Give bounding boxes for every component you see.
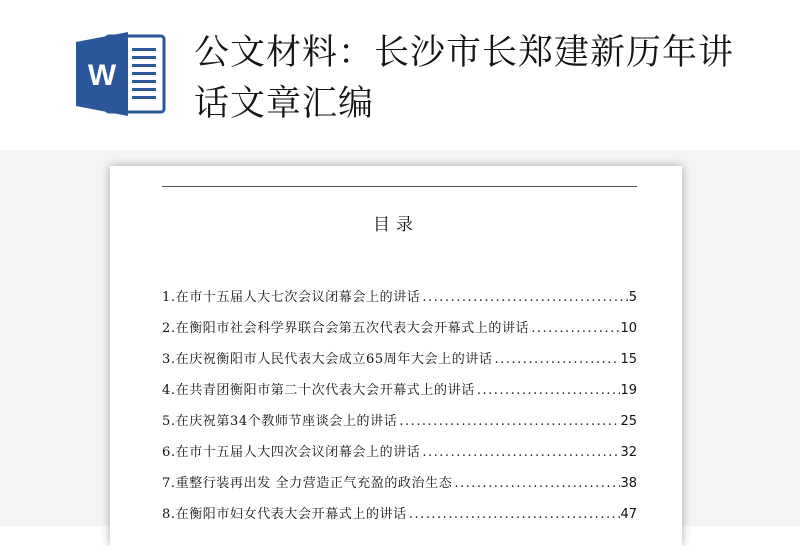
toc-item[interactable]: [162, 336, 637, 367]
toc-item-page: 38: [620, 476, 637, 491]
toc-leader: [420, 445, 620, 460]
toc-item-page: 47: [620, 507, 637, 522]
toc-item-title: 3.在庆祝衡阳市人民代表大会成立65周年大会上的讲话: [162, 352, 493, 367]
toc-item-title: 1.在市十五届人大七次会议闭幕会上的讲话: [162, 290, 421, 305]
toc-item-page: 5: [628, 290, 637, 305]
toc-leader: [397, 414, 620, 429]
toc-heading: 目录: [373, 215, 419, 235]
toc-leader: [493, 352, 621, 367]
page-title: 公文材料：长沙市长郑建新历年讲话文章汇编: [194, 33, 735, 124]
toc-item-title: 2.在衡阳市社会科学界联合会第五次代表大会开幕式上的讲话: [162, 321, 530, 336]
toc-leader: [475, 383, 621, 398]
toc-leader: [407, 507, 621, 522]
toc-leader: [420, 290, 628, 305]
toc-item-page: 10: [620, 321, 637, 336]
header-rule: [162, 186, 637, 187]
toc-item[interactable]: [162, 274, 637, 305]
toc-item-title: 7.重整行装再出发 全力营造正气充盈的政治生态: [162, 476, 453, 491]
toc-list: [162, 274, 637, 522]
document-page: [110, 166, 682, 546]
toc-item-title: 5.在庆祝第34个教师节座谈会上的讲话: [162, 414, 398, 429]
toc-item[interactable]: [162, 429, 637, 460]
toc-item-title: 4.在共青团衡阳市第二十次代表大会开幕式上的讲话: [162, 383, 475, 398]
toc-item[interactable]: [162, 305, 637, 336]
toc-leader: [452, 476, 620, 491]
word-document-icon: [76, 30, 168, 118]
toc-item[interactable]: [162, 367, 637, 398]
toc-item-page: 19: [620, 383, 637, 398]
toc-item[interactable]: [162, 398, 637, 429]
toc-item[interactable]: [162, 460, 637, 491]
toc-item-page: 15: [620, 352, 637, 367]
toc-item-title: 8.在衡阳市妇女代表大会开幕式上的讲话: [162, 507, 407, 522]
toc-item-title: 6.在市十五届人大四次会议闭幕会上的讲话: [162, 445, 421, 460]
toc-item-page: 25: [620, 414, 637, 429]
toc-item[interactable]: [162, 491, 637, 522]
toc-item-page: 32: [620, 445, 637, 460]
toc-leader: [529, 321, 620, 336]
word-icon-letter: W: [87, 59, 117, 92]
header-banner: [0, 0, 800, 150]
